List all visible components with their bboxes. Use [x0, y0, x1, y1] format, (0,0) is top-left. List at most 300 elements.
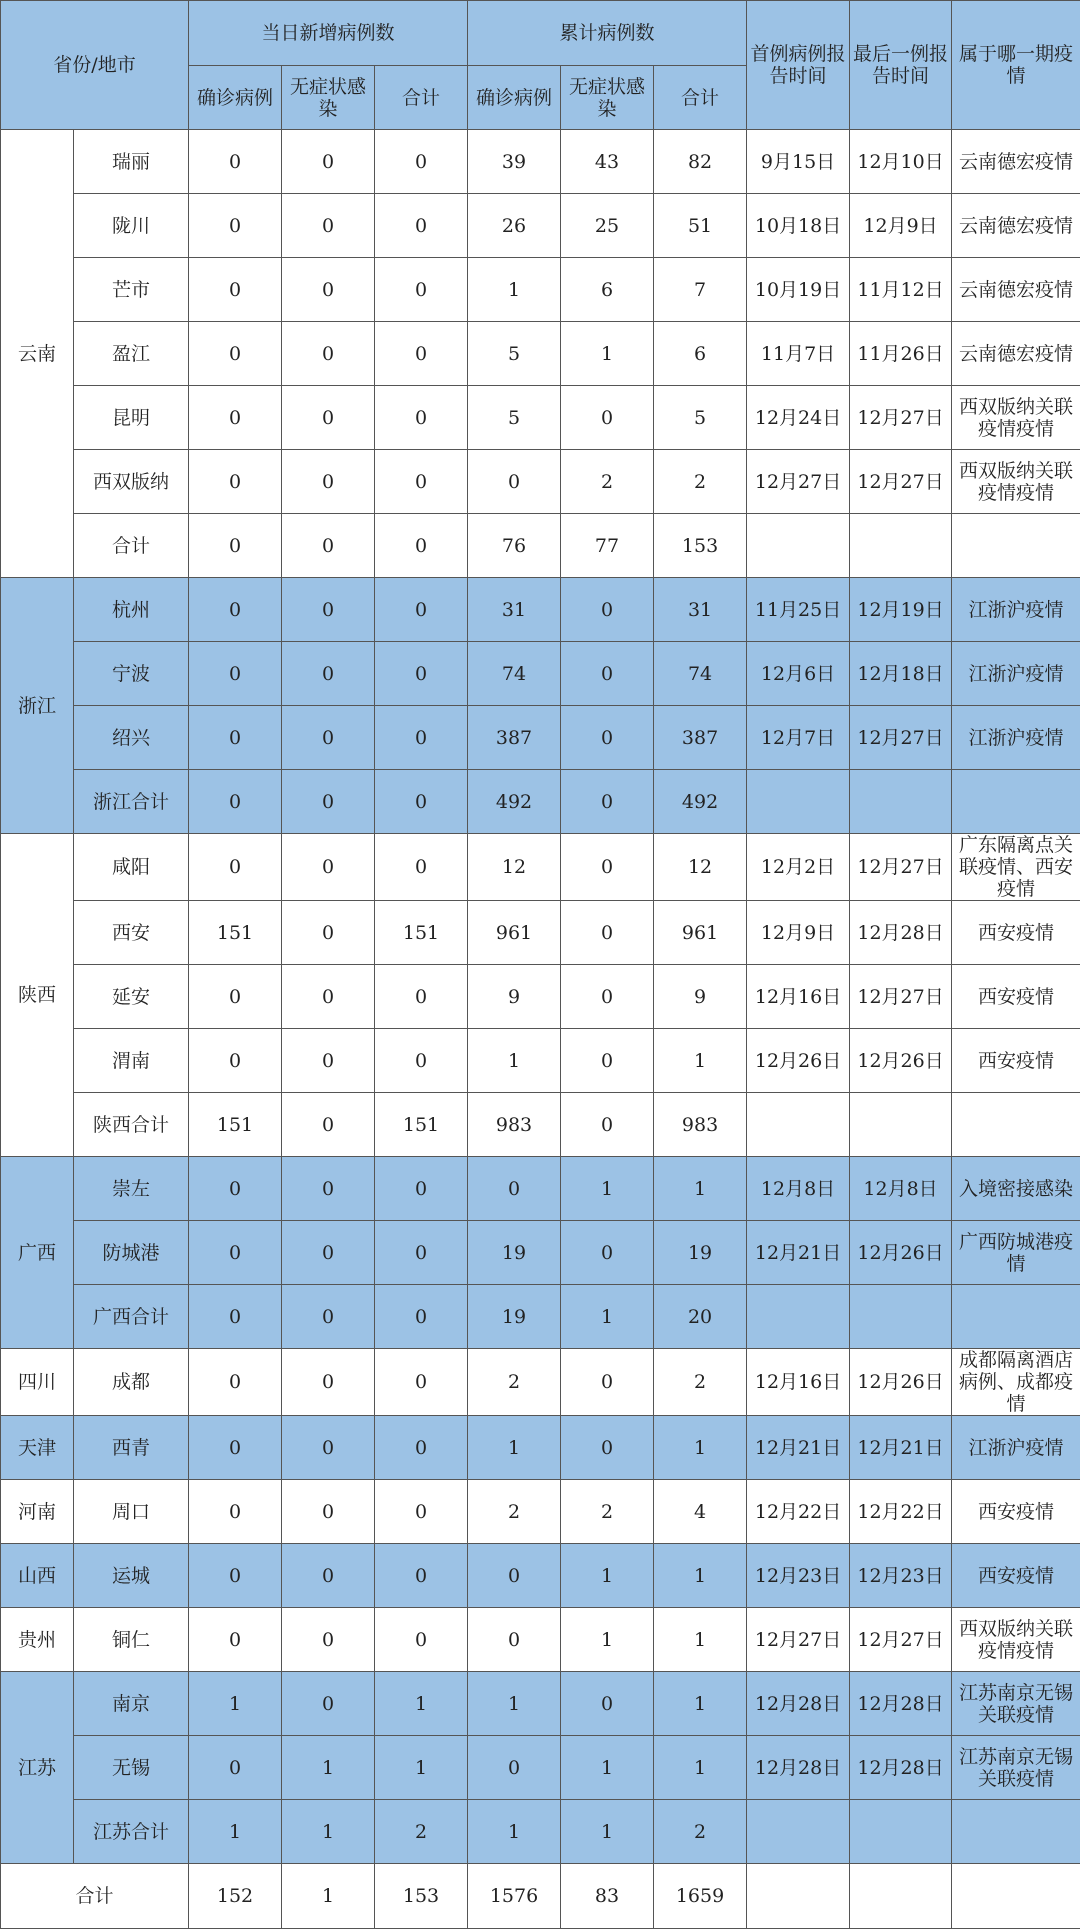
- new-confirmed-cell: 151: [189, 1093, 282, 1157]
- new-asymptomatic-cell: 0: [282, 1221, 375, 1285]
- new-subtotal-cell: 0: [375, 834, 468, 901]
- new-confirmed-cell: 0: [189, 322, 282, 386]
- last-report-cell: 12月27日: [850, 834, 952, 901]
- first-report-cell: 10月19日: [747, 258, 850, 322]
- cum-subtotal-cell: 2: [654, 450, 747, 514]
- new-confirmed-cell: 0: [189, 1736, 282, 1800]
- city-cell: 运城: [74, 1544, 189, 1608]
- new-confirmed-cell: 0: [189, 1349, 282, 1416]
- header-cum-confirmed: 确诊病例: [468, 66, 561, 130]
- outbreak-cell: [952, 706, 1080, 770]
- first-report-cell: 9月15日: [747, 130, 850, 194]
- cum-subtotal-cell: 153: [654, 514, 747, 578]
- cum-asymptomatic-cell: 25: [561, 194, 654, 258]
- table-row: [1, 386, 1080, 450]
- grand-total-label: 合计: [1, 1864, 189, 1929]
- grand-total-cum-confirmed: 1576: [468, 1864, 561, 1929]
- cum-subtotal-cell: 961: [654, 901, 747, 965]
- table-row: [1, 130, 1080, 194]
- new-confirmed-cell: 0: [189, 1157, 282, 1221]
- header-last-report: 最后一例报告时间: [850, 1, 952, 130]
- city-cell: 西双版纳: [74, 450, 189, 514]
- new-asymptomatic-cell: 0: [282, 1608, 375, 1672]
- new-confirmed-cell: 0: [189, 1285, 282, 1349]
- table-row: [1, 1800, 1080, 1864]
- new-confirmed-cell: 0: [189, 834, 282, 901]
- last-report-cell: 12月28日: [850, 1736, 952, 1800]
- first-report-cell: 12月23日: [747, 1544, 850, 1608]
- outbreak-text: 西双版纳关联疫情疫情: [954, 460, 1078, 504]
- new-confirmed-cell: 0: [189, 1480, 282, 1544]
- new-subtotal-cell: 0: [375, 1544, 468, 1608]
- table-row: [1, 578, 1080, 642]
- grand-total-first-report: [747, 1864, 850, 1929]
- last-report-cell: [850, 1800, 952, 1864]
- outbreak-text: 西双版纳关联疫情疫情: [954, 1618, 1078, 1662]
- cum-asymptomatic-cell: 0: [561, 642, 654, 706]
- cum-confirmed-cell: 74: [468, 642, 561, 706]
- outbreak-text: 广西防城港疫情: [954, 1231, 1078, 1275]
- new-confirmed-cell: 0: [189, 258, 282, 322]
- cum-confirmed-cell: 5: [468, 322, 561, 386]
- grand-total-cum-subtotal: 1659: [654, 1864, 747, 1929]
- cum-subtotal-cell: 1: [654, 1672, 747, 1736]
- cum-confirmed-cell: 1: [468, 258, 561, 322]
- cum-subtotal-cell: 1: [654, 1544, 747, 1608]
- new-asymptomatic-cell: 1: [282, 1800, 375, 1864]
- first-report-cell: 12月28日: [747, 1672, 850, 1736]
- first-report-cell: 12月22日: [747, 1480, 850, 1544]
- cum-asymptomatic-cell: 1: [561, 1285, 654, 1349]
- new-asymptomatic-cell: 0: [282, 450, 375, 514]
- cum-subtotal-cell: 12: [654, 834, 747, 901]
- cum-confirmed-cell: 1: [468, 1672, 561, 1736]
- new-asymptomatic-cell: 0: [282, 514, 375, 578]
- city-cell: 昆明: [74, 386, 189, 450]
- cum-asymptomatic-cell: 0: [561, 1416, 654, 1480]
- table-row: [1, 1736, 1080, 1800]
- new-subtotal-cell: 0: [375, 258, 468, 322]
- table-row: [1, 450, 1080, 514]
- new-subtotal-cell: 0: [375, 1480, 468, 1544]
- outbreak-text: 云南德宏疫情: [954, 151, 1078, 173]
- last-report-cell: 11月12日: [850, 258, 952, 322]
- outbreak-text: 云南德宏疫情: [954, 279, 1078, 301]
- last-report-cell: 12月23日: [850, 1544, 952, 1608]
- province-cell: 河南: [1, 1480, 74, 1544]
- cum-subtotal-cell: 82: [654, 130, 747, 194]
- last-report-cell: 12月28日: [850, 901, 952, 965]
- last-report-cell: 12月27日: [850, 1608, 952, 1672]
- outbreak-text: 广东隔离点关联疫情、西安疫情: [954, 834, 1078, 900]
- outbreak-cell: [952, 770, 1080, 834]
- cum-confirmed-cell: 9: [468, 965, 561, 1029]
- outbreak-cell: [952, 1608, 1080, 1672]
- city-cell: 西安: [74, 901, 189, 965]
- outbreak-cell: [952, 965, 1080, 1029]
- cum-asymptomatic-cell: 6: [561, 258, 654, 322]
- outbreak-cell: [952, 1285, 1080, 1349]
- cum-asymptomatic-cell: 0: [561, 965, 654, 1029]
- cum-subtotal-cell: 387: [654, 706, 747, 770]
- new-asymptomatic-cell: 0: [282, 194, 375, 258]
- grand-total-new-asymptomatic: 1: [282, 1864, 375, 1929]
- new-asymptomatic-cell: 0: [282, 322, 375, 386]
- outbreak-text: 入境密接感染: [954, 1178, 1078, 1200]
- city-cell: 广西合计: [74, 1285, 189, 1349]
- province-cell: 四川: [1, 1349, 74, 1416]
- cum-confirmed-cell: 0: [468, 450, 561, 514]
- new-asymptomatic-cell: 0: [282, 1093, 375, 1157]
- cum-subtotal-cell: 5: [654, 386, 747, 450]
- last-report-cell: 12月26日: [850, 1221, 952, 1285]
- new-confirmed-cell: 1: [189, 1672, 282, 1736]
- first-report-cell: [747, 770, 850, 834]
- cum-subtotal-cell: 31: [654, 578, 747, 642]
- new-confirmed-cell: 0: [189, 194, 282, 258]
- cum-asymptomatic-cell: 0: [561, 386, 654, 450]
- outbreak-cell: [952, 1416, 1080, 1480]
- new-confirmed-cell: 0: [189, 1544, 282, 1608]
- first-report-cell: 12月28日: [747, 1736, 850, 1800]
- table-row: [1, 514, 1080, 578]
- outbreak-cell: [952, 1480, 1080, 1544]
- outbreak-text: 西安疫情: [954, 1501, 1078, 1523]
- new-subtotal-cell: 0: [375, 1029, 468, 1093]
- last-report-cell: 12月22日: [850, 1480, 952, 1544]
- table-row: [1, 1221, 1080, 1285]
- cum-asymptomatic-cell: 77: [561, 514, 654, 578]
- cum-asymptomatic-cell: 0: [561, 1029, 654, 1093]
- table-row: [1, 1157, 1080, 1221]
- cum-asymptomatic-cell: 0: [561, 901, 654, 965]
- cum-asymptomatic-cell: 0: [561, 770, 654, 834]
- cum-subtotal-cell: 7: [654, 258, 747, 322]
- outbreak-cell: [952, 578, 1080, 642]
- grand-total-cum-asymptomatic: 83: [561, 1864, 654, 1929]
- city-cell: 江苏合计: [74, 1800, 189, 1864]
- city-cell: 浙江合计: [74, 770, 189, 834]
- province-cell: 广西: [1, 1157, 74, 1349]
- cum-subtotal-cell: 1: [654, 1736, 747, 1800]
- last-report-cell: [850, 1093, 952, 1157]
- new-confirmed-cell: 0: [189, 706, 282, 770]
- outbreak-text: 成都隔离酒店病例、成都疫情: [954, 1349, 1078, 1415]
- last-report-cell: 12月28日: [850, 1672, 952, 1736]
- cum-subtotal-cell: 6: [654, 322, 747, 386]
- last-report-cell: 12月8日: [850, 1157, 952, 1221]
- last-report-cell: 12月26日: [850, 1349, 952, 1416]
- last-report-cell: 12月21日: [850, 1416, 952, 1480]
- table-row: [1, 322, 1080, 386]
- outbreak-text: 江浙沪疫情: [954, 599, 1078, 621]
- outbreak-text: 江苏南京无锡关联疫情: [954, 1682, 1078, 1726]
- header-cumulative: 累计病例数: [468, 1, 747, 66]
- new-subtotal-cell: 0: [375, 1285, 468, 1349]
- city-cell: 咸阳: [74, 834, 189, 901]
- outbreak-cell: [952, 1093, 1080, 1157]
- cum-asymptomatic-cell: 2: [561, 450, 654, 514]
- city-cell: 西青: [74, 1416, 189, 1480]
- cum-subtotal-cell: 51: [654, 194, 747, 258]
- new-asymptomatic-cell: 0: [282, 386, 375, 450]
- outbreak-text: 江浙沪疫情: [954, 727, 1078, 749]
- cum-confirmed-cell: 76: [468, 514, 561, 578]
- table-row: [1, 1480, 1080, 1544]
- outbreak-text: 江浙沪疫情: [954, 1437, 1078, 1459]
- first-report-cell: 12月27日: [747, 1608, 850, 1672]
- outbreak-cell: [952, 642, 1080, 706]
- first-report-cell: 12月21日: [747, 1221, 850, 1285]
- cum-confirmed-cell: 19: [468, 1285, 561, 1349]
- city-cell: 防城港: [74, 1221, 189, 1285]
- header-cum-asymptomatic: 无症状感染: [561, 66, 654, 130]
- new-subtotal-cell: 0: [375, 706, 468, 770]
- cum-asymptomatic-cell: 1: [561, 1608, 654, 1672]
- outbreak-cell: [952, 1672, 1080, 1736]
- new-asymptomatic-cell: 0: [282, 258, 375, 322]
- header-cum-subtotal: 合计: [654, 66, 747, 130]
- new-subtotal-cell: 0: [375, 578, 468, 642]
- new-asymptomatic-cell: 0: [282, 1157, 375, 1221]
- cum-confirmed-cell: 5: [468, 386, 561, 450]
- table-row: [1, 258, 1080, 322]
- city-cell: 崇左: [74, 1157, 189, 1221]
- province-cell: 江苏: [1, 1672, 74, 1864]
- last-report-cell: 12月27日: [850, 706, 952, 770]
- new-subtotal-cell: 0: [375, 642, 468, 706]
- outbreak-cell: [952, 1544, 1080, 1608]
- province-cell: 山西: [1, 1544, 74, 1608]
- header-province-city: 省份/地市: [1, 1, 189, 130]
- table-row: [1, 965, 1080, 1029]
- new-confirmed-cell: 0: [189, 386, 282, 450]
- first-report-cell: 12月7日: [747, 706, 850, 770]
- first-report-cell: 12月9日: [747, 901, 850, 965]
- new-asymptomatic-cell: 0: [282, 1349, 375, 1416]
- new-subtotal-cell: 0: [375, 322, 468, 386]
- outbreak-cell: [952, 1736, 1080, 1800]
- table-row: [1, 194, 1080, 258]
- cum-subtotal-cell: 4: [654, 1480, 747, 1544]
- new-asymptomatic-cell: 1: [282, 1736, 375, 1800]
- outbreak-cell: [952, 1800, 1080, 1864]
- outbreak-text: 西安疫情: [954, 922, 1078, 944]
- new-asymptomatic-cell: 0: [282, 578, 375, 642]
- cum-asymptomatic-cell: 1: [561, 1736, 654, 1800]
- cum-confirmed-cell: 31: [468, 578, 561, 642]
- last-report-cell: 12月19日: [850, 578, 952, 642]
- table-row: [1, 901, 1080, 965]
- last-report-cell: 12月18日: [850, 642, 952, 706]
- province-cell: 云南: [1, 130, 74, 578]
- outbreak-cell: [952, 322, 1080, 386]
- new-confirmed-cell: 0: [189, 1416, 282, 1480]
- new-asymptomatic-cell: 0: [282, 1544, 375, 1608]
- cum-asymptomatic-cell: 1: [561, 1157, 654, 1221]
- new-asymptomatic-cell: 0: [282, 1029, 375, 1093]
- table-row: [1, 642, 1080, 706]
- city-cell: 杭州: [74, 578, 189, 642]
- city-cell: 芒市: [74, 258, 189, 322]
- new-confirmed-cell: 0: [189, 1608, 282, 1672]
- new-subtotal-cell: 0: [375, 450, 468, 514]
- new-asymptomatic-cell: 0: [282, 901, 375, 965]
- province-cell: 贵州: [1, 1608, 74, 1672]
- cum-subtotal-cell: 983: [654, 1093, 747, 1157]
- outbreak-cell: [952, 1221, 1080, 1285]
- new-asymptomatic-cell: 0: [282, 1416, 375, 1480]
- new-subtotal-cell: 0: [375, 1416, 468, 1480]
- first-report-cell: [747, 514, 850, 578]
- city-cell: 周口: [74, 1480, 189, 1544]
- cum-confirmed-cell: 1: [468, 1800, 561, 1864]
- first-report-cell: 12月2日: [747, 834, 850, 901]
- cum-asymptomatic-cell: 1: [561, 1544, 654, 1608]
- outbreak-text: 江苏南京无锡关联疫情: [954, 1746, 1078, 1790]
- cum-confirmed-cell: 19: [468, 1221, 561, 1285]
- new-asymptomatic-cell: 0: [282, 834, 375, 901]
- last-report-cell: 12月9日: [850, 194, 952, 258]
- cum-asymptomatic-cell: 1: [561, 322, 654, 386]
- header-new-subtotal: 合计: [375, 66, 468, 130]
- new-confirmed-cell: 0: [189, 1221, 282, 1285]
- cum-subtotal-cell: 20: [654, 1285, 747, 1349]
- new-subtotal-cell: 0: [375, 965, 468, 1029]
- last-report-cell: 12月27日: [850, 450, 952, 514]
- table-body: [1, 130, 1080, 1864]
- province-cell: 浙江: [1, 578, 74, 834]
- cum-asymptomatic-cell: 0: [561, 578, 654, 642]
- new-confirmed-cell: 1: [189, 1800, 282, 1864]
- cum-confirmed-cell: 2: [468, 1480, 561, 1544]
- new-confirmed-cell: 0: [189, 578, 282, 642]
- cum-asymptomatic-cell: 0: [561, 834, 654, 901]
- cum-subtotal-cell: 2: [654, 1800, 747, 1864]
- grand-total-new-confirmed: 152: [189, 1864, 282, 1929]
- header-first-report: 首例病例报告时间: [747, 1, 850, 130]
- new-confirmed-cell: 0: [189, 450, 282, 514]
- first-report-cell: [747, 1285, 850, 1349]
- new-subtotal-cell: 1: [375, 1736, 468, 1800]
- grand-total-outbreak: [952, 1864, 1080, 1929]
- first-report-cell: 11月7日: [747, 322, 850, 386]
- outbreak-text: 云南德宏疫情: [954, 343, 1078, 365]
- first-report-cell: [747, 1093, 850, 1157]
- cum-confirmed-cell: 39: [468, 130, 561, 194]
- last-report-cell: 12月10日: [850, 130, 952, 194]
- cum-subtotal-cell: 9: [654, 965, 747, 1029]
- city-cell: 延安: [74, 965, 189, 1029]
- cum-confirmed-cell: 0: [468, 1157, 561, 1221]
- header-daily-new: 当日新增病例数: [189, 1, 468, 66]
- last-report-cell: 12月26日: [850, 1029, 952, 1093]
- cum-asymptomatic-cell: 0: [561, 1221, 654, 1285]
- table-row: [1, 1416, 1080, 1480]
- cum-asymptomatic-cell: 0: [561, 1672, 654, 1736]
- new-asymptomatic-cell: 0: [282, 130, 375, 194]
- new-asymptomatic-cell: 0: [282, 770, 375, 834]
- cum-asymptomatic-cell: 0: [561, 1093, 654, 1157]
- new-asymptomatic-cell: 0: [282, 706, 375, 770]
- cum-asymptomatic-cell: 0: [561, 706, 654, 770]
- new-subtotal-cell: 0: [375, 1157, 468, 1221]
- new-subtotal-cell: 0: [375, 1221, 468, 1285]
- new-subtotal-cell: 0: [375, 514, 468, 578]
- outbreak-text: 西双版纳关联疫情疫情: [954, 396, 1078, 440]
- outbreak-cell: [952, 194, 1080, 258]
- outbreak-cell: [952, 834, 1080, 901]
- first-report-cell: [747, 1800, 850, 1864]
- new-subtotal-cell: 0: [375, 130, 468, 194]
- city-cell: 陕西合计: [74, 1093, 189, 1157]
- new-subtotal-cell: 0: [375, 1349, 468, 1416]
- new-asymptomatic-cell: 0: [282, 1285, 375, 1349]
- new-subtotal-cell: 151: [375, 1093, 468, 1157]
- table-header: [1, 1, 1080, 130]
- outbreak-cell: [952, 1349, 1080, 1416]
- last-report-cell: [850, 514, 952, 578]
- city-cell: 合计: [74, 514, 189, 578]
- city-cell: 南京: [74, 1672, 189, 1736]
- new-asymptomatic-cell: 0: [282, 965, 375, 1029]
- last-report-cell: 12月27日: [850, 386, 952, 450]
- new-subtotal-cell: 0: [375, 770, 468, 834]
- cum-subtotal-cell: 19: [654, 1221, 747, 1285]
- cum-subtotal-cell: 1: [654, 1608, 747, 1672]
- cum-confirmed-cell: 12: [468, 834, 561, 901]
- cum-subtotal-cell: 1: [654, 1029, 747, 1093]
- cum-confirmed-cell: 0: [468, 1608, 561, 1672]
- table-row: [1, 1285, 1080, 1349]
- grand-total-last-report: [850, 1864, 952, 1929]
- new-subtotal-cell: 1: [375, 1672, 468, 1736]
- last-report-cell: [850, 1285, 952, 1349]
- outbreak-text: 西安疫情: [954, 1565, 1078, 1587]
- cum-subtotal-cell: 1: [654, 1157, 747, 1221]
- new-asymptomatic-cell: 0: [282, 1672, 375, 1736]
- table-row: [1, 1544, 1080, 1608]
- new-subtotal-cell: 0: [375, 386, 468, 450]
- table-row: [1, 770, 1080, 834]
- first-report-cell: 12月26日: [747, 1029, 850, 1093]
- first-report-cell: 12月27日: [747, 450, 850, 514]
- outbreak-text: 云南德宏疫情: [954, 215, 1078, 237]
- first-report-cell: 12月16日: [747, 965, 850, 1029]
- new-asymptomatic-cell: 0: [282, 642, 375, 706]
- city-cell: 成都: [74, 1349, 189, 1416]
- outbreak-cell: [952, 514, 1080, 578]
- last-report-cell: [850, 770, 952, 834]
- cum-asymptomatic-cell: 2: [561, 1480, 654, 1544]
- new-confirmed-cell: 0: [189, 770, 282, 834]
- cum-confirmed-cell: 492: [468, 770, 561, 834]
- first-report-cell: 12月8日: [747, 1157, 850, 1221]
- outbreak-cell: [952, 1029, 1080, 1093]
- new-subtotal-cell: 151: [375, 901, 468, 965]
- new-confirmed-cell: 0: [189, 130, 282, 194]
- cum-subtotal-cell: 74: [654, 642, 747, 706]
- cum-subtotal-cell: 1: [654, 1416, 747, 1480]
- new-confirmed-cell: 0: [189, 514, 282, 578]
- city-cell: 铜仁: [74, 1608, 189, 1672]
- last-report-cell: 12月27日: [850, 965, 952, 1029]
- last-report-cell: 11月26日: [850, 322, 952, 386]
- cum-confirmed-cell: 1: [468, 1029, 561, 1093]
- cum-confirmed-cell: 26: [468, 194, 561, 258]
- new-subtotal-cell: 2: [375, 1800, 468, 1864]
- cum-asymptomatic-cell: 0: [561, 1349, 654, 1416]
